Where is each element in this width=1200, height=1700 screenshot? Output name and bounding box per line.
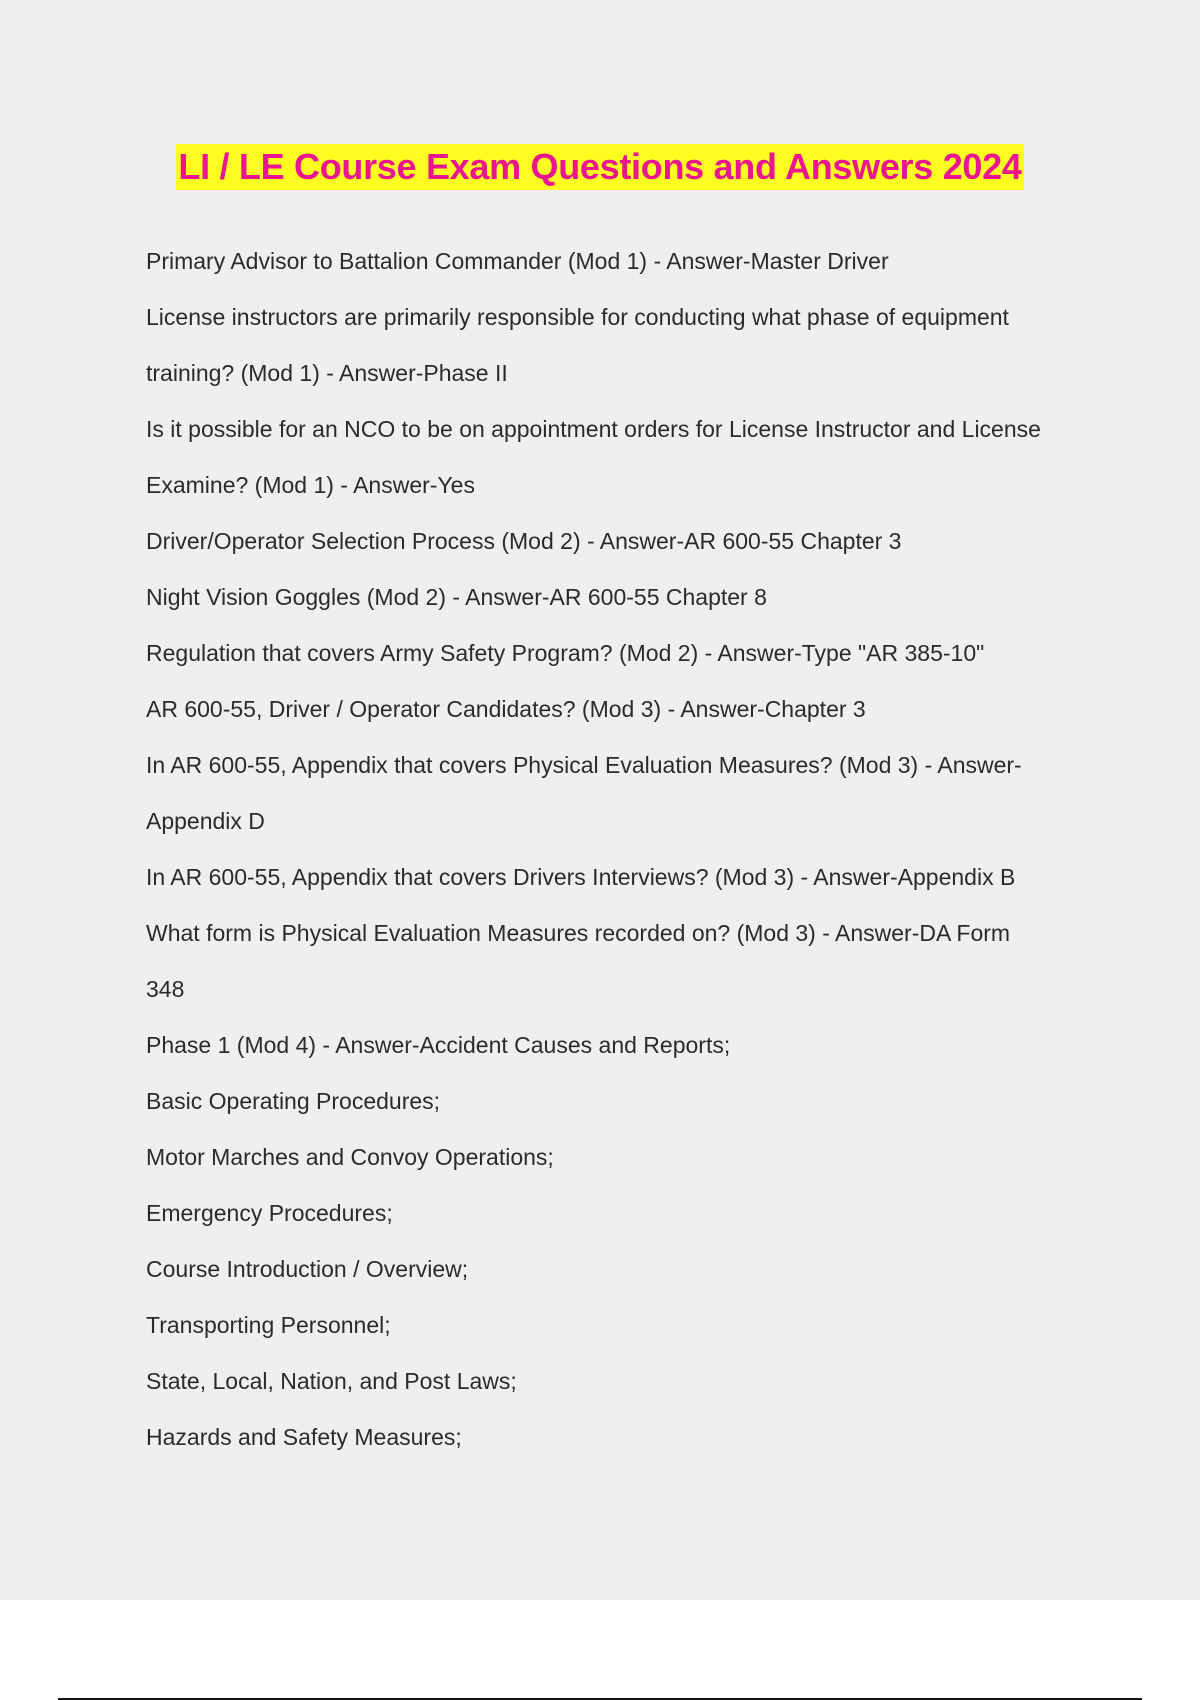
- document-title: LI / LE Course Exam Questions and Answers 2024: [176, 144, 1023, 190]
- text-line: Emergency Procedures;: [146, 1200, 393, 1226]
- text-line: training? (Mod 1) - Answer-Phase II: [146, 360, 508, 386]
- text-line: Phase 1 (Mod 4) - Answer-Accident Causes and Reports;: [146, 1032, 731, 1058]
- text-line: Motor Marches and Convoy Operations;: [146, 1144, 554, 1170]
- text-line: Basic Operating Procedures;: [146, 1088, 441, 1114]
- text-line: Driver/Operator Selection Process (Mod 2) - Answer-AR 600-55 Chapter 3: [146, 528, 902, 554]
- text-line: Is it possible for an NCO to be on appointment orders for License Instructor and License: [146, 416, 1041, 442]
- qa-list: [146, 233, 1106, 1465]
- text-line: In AR 600-55, Appendix that covers Physical Evaluation Measures? (Mod 3) - Answer-: [146, 752, 1022, 778]
- text-line: Primary Advisor to Battalion Commander (Mod 1) - Answer-Master Driver: [146, 248, 889, 274]
- text-line: Appendix D: [146, 808, 265, 834]
- text-line: Course Introduction / Overview;: [146, 1256, 469, 1282]
- text-line: Night Vision Goggles (Mod 2) - Answer-AR 600-55 Chapter 8: [146, 584, 767, 610]
- text-line: License instructors are primarily responsible for conducting what phase of equipment: [146, 304, 1009, 330]
- text-line: In AR 600-55, Appendix that covers Drivers Interviews? (Mod 3) - Answer-Appendix B: [146, 864, 1016, 890]
- text-line: Hazards and Safety Measures;: [146, 1424, 462, 1450]
- text-line: Transporting Personnel;: [146, 1312, 391, 1338]
- text-line: State, Local, Nation, and Post Laws;: [146, 1368, 517, 1394]
- text-line: What form is Physical Evaluation Measures recorded on? (Mod 3) - Answer-DA Form: [146, 920, 1011, 946]
- text-line: AR 600-55, Driver / Operator Candidates? (Mod 3) - Answer-Chapter 3: [146, 696, 866, 722]
- text-line: Regulation that covers Army Safety Program? (Mod 2) - Answer-Type "AR 385-10": [146, 640, 985, 666]
- text-line: 348: [146, 976, 185, 1002]
- text-line: Examine? (Mod 1) - Answer-Yes: [146, 472, 475, 498]
- title-container: [0, 144, 1200, 190]
